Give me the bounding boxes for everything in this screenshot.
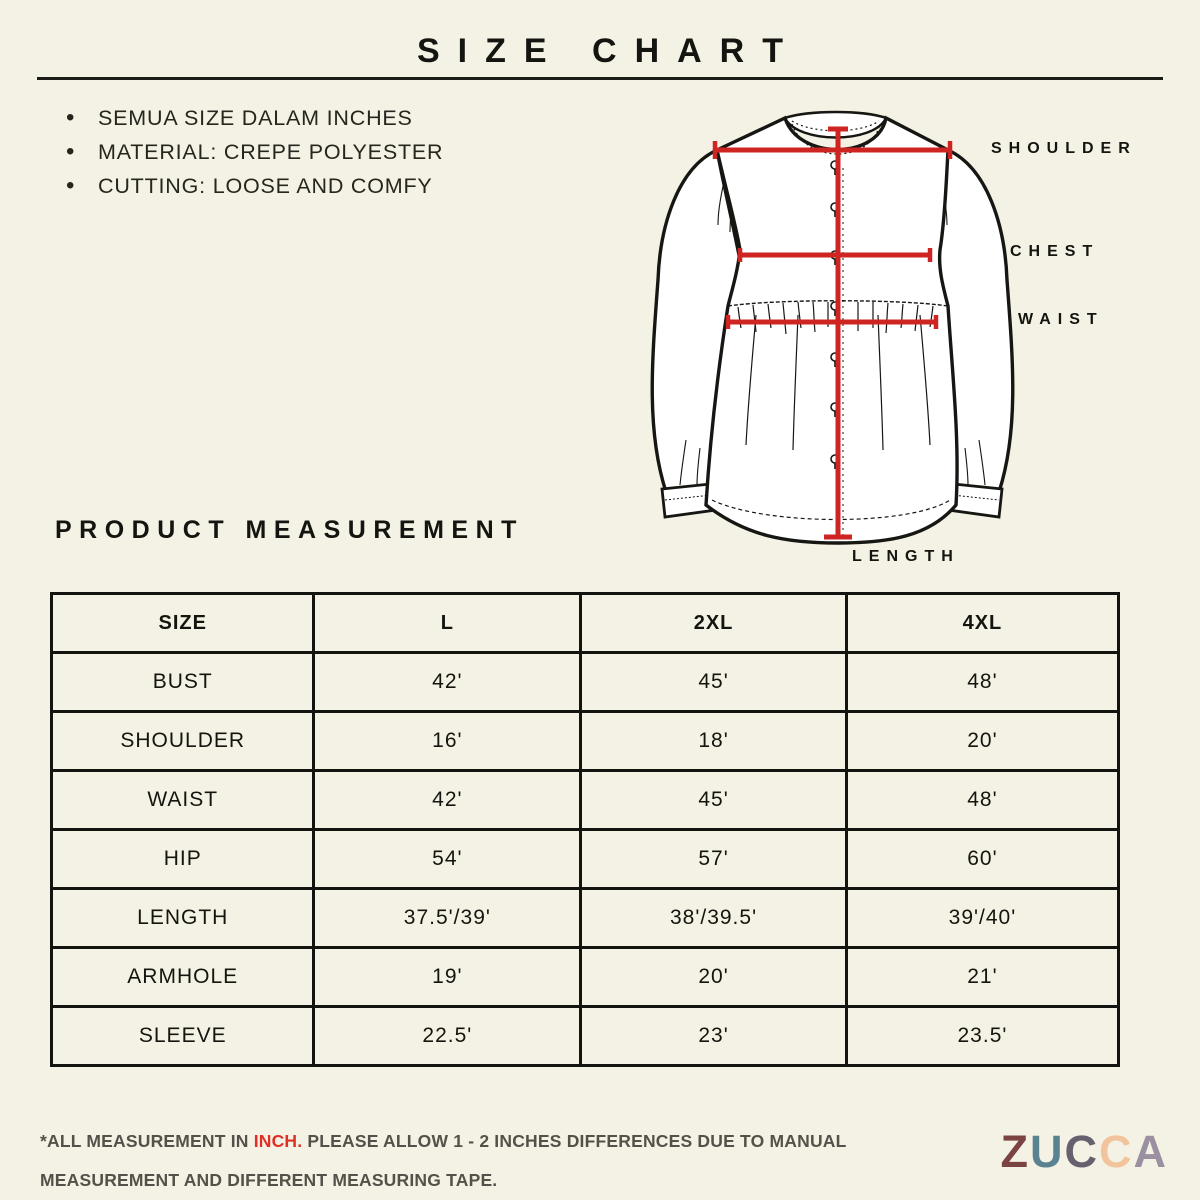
table-row-hip xyxy=(52,830,1119,889)
table-cell: 60' xyxy=(846,830,1118,889)
list-item: • CUTTING: LOOSE AND COMFY xyxy=(64,169,443,203)
table-cell: 42' xyxy=(314,771,581,830)
diagram-label-shoulder: SHOULDER xyxy=(991,140,1137,157)
table-cell: 48' xyxy=(846,771,1118,830)
measurement-table xyxy=(50,592,1120,1067)
header-divider xyxy=(37,77,1163,80)
table-cell: 16' xyxy=(314,712,581,771)
table-cell: 45' xyxy=(581,653,847,712)
brand-letter: U xyxy=(1030,1126,1065,1177)
table-cell: 21' xyxy=(846,948,1118,1007)
product-notes-list xyxy=(64,101,443,203)
row-label: ARMHOLE xyxy=(52,948,314,1007)
row-label: WAIST xyxy=(52,771,314,830)
table-cell: 37.5'/39' xyxy=(314,889,581,948)
table-cell: 23.5' xyxy=(846,1007,1118,1066)
row-label: BUST xyxy=(52,653,314,712)
brand-letter: C xyxy=(1099,1126,1134,1177)
brand-letter: C xyxy=(1064,1126,1099,1177)
list-item: • SEMUA SIZE DALAM INCHES xyxy=(64,101,443,135)
table-cell: 20' xyxy=(581,948,847,1007)
page-title: SIZE CHART xyxy=(417,32,801,70)
diagram-label-waist: WAIST xyxy=(1018,311,1104,328)
row-label: SLEEVE xyxy=(52,1007,314,1066)
table-cell: 22.5' xyxy=(314,1007,581,1066)
table-row-shoulder xyxy=(52,712,1119,771)
column-header-2xl: 2XL xyxy=(581,594,847,653)
blouse-body xyxy=(706,118,957,543)
section-heading: PRODUCT MEASUREMENT xyxy=(55,516,524,544)
table-row-armhole xyxy=(52,948,1119,1007)
table-row-waist xyxy=(52,771,1119,830)
table-cell: 45' xyxy=(581,771,847,830)
disclaimer-highlight: INCH. xyxy=(253,1131,303,1151)
table-row-bust xyxy=(52,653,1119,712)
brand-letter: A xyxy=(1133,1126,1168,1177)
column-header-size: SIZE xyxy=(52,594,314,653)
table-cell: 23' xyxy=(581,1007,847,1066)
column-header-4xl: 4XL xyxy=(846,594,1118,653)
row-label: SHOULDER xyxy=(52,712,314,771)
measurement-disclaimer xyxy=(40,1122,860,1200)
column-header-l: L xyxy=(314,594,581,653)
row-label: LENGTH xyxy=(52,889,314,948)
blouse-illustration xyxy=(626,110,1044,550)
table-cell: 20' xyxy=(846,712,1118,771)
table-cell: 19' xyxy=(314,948,581,1007)
disclaimer-suffix: PLEASE ALLOW 1 - 2 INCHES DIFFERENCES DUE TO MANUAL MEASUREMENT AND DIFFERENT MEASURING TAPE. xyxy=(40,1131,847,1190)
table-cell: 54' xyxy=(314,830,581,889)
list-item: • MATERIAL: CREPE POLYESTER xyxy=(64,135,443,169)
diagram-label-length: LENGTH xyxy=(852,548,960,565)
table-cell: 39'/40' xyxy=(846,889,1118,948)
table-header-row xyxy=(52,594,1119,653)
table-row-length xyxy=(52,889,1119,948)
table-cell: 18' xyxy=(581,712,847,771)
brand-logo xyxy=(1001,1126,1169,1178)
table-cell: 42' xyxy=(314,653,581,712)
table-cell: 38'/39.5' xyxy=(581,889,847,948)
brand-letter: Z xyxy=(1000,1126,1030,1177)
table-cell: 48' xyxy=(846,653,1118,712)
diagram-label-chest: CHEST xyxy=(1010,243,1100,260)
disclaimer-prefix: *ALL MEASUREMENT IN xyxy=(40,1131,254,1151)
table-cell: 57' xyxy=(581,830,847,889)
table-row-sleeve xyxy=(52,1007,1119,1066)
row-label: HIP xyxy=(52,830,314,889)
